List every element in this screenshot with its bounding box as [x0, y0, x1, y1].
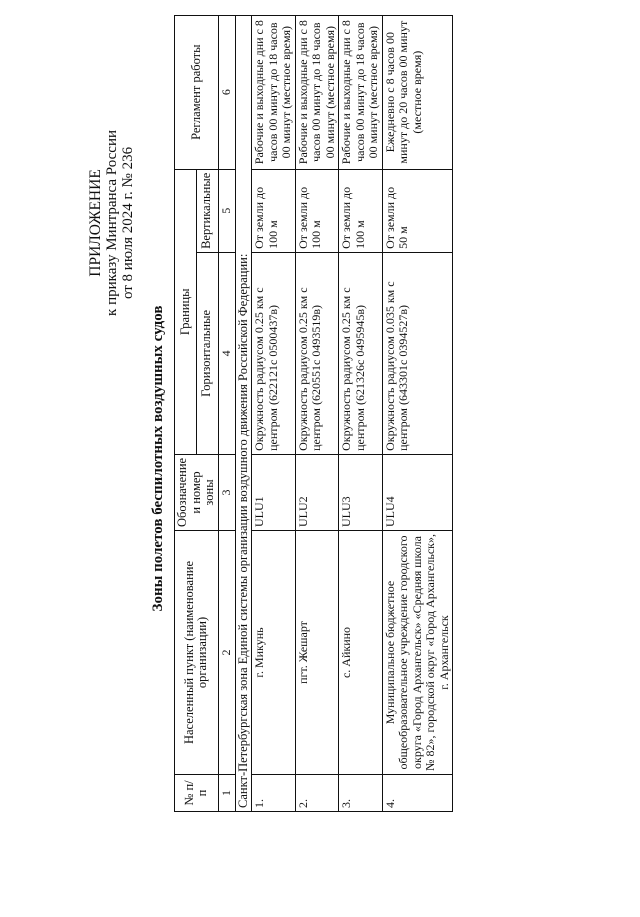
appendix-block	[88, 130, 136, 316]
row-horizontal: Окружность радиусом 0.25 км с центром (621326с 0495945в)	[339, 252, 383, 454]
appendix-line-2: от 8 июля 2024 г. № 236	[120, 146, 136, 300]
row-num: 3.	[339, 775, 383, 812]
row-vertical: От земли до 100 м	[339, 169, 383, 252]
column-number: 5	[218, 169, 235, 252]
row-place: пгт. Жешарт	[295, 531, 339, 775]
column-number: 1	[218, 775, 235, 812]
row-zone: ULU1	[252, 454, 296, 530]
header-zone: Обозначение и номер зоны	[175, 454, 219, 530]
column-number-row	[218, 15, 235, 811]
appendix-title: ПРИЛОЖЕНИЕ	[87, 169, 104, 277]
table-row	[382, 15, 453, 811]
row-num: 4.	[382, 775, 453, 812]
row-horizontal: Окружность радиусом 0.25 км с центром (620551с 0493519в)	[295, 252, 339, 454]
header-horizontal: Горизонтальные	[196, 252, 218, 454]
header-row-1	[175, 15, 197, 811]
column-number: 3	[218, 454, 235, 530]
column-number: 6	[218, 15, 235, 169]
row-place: с. Айкино	[339, 531, 383, 775]
header-num: № п/п	[175, 775, 219, 812]
row-num: 1.	[252, 775, 296, 812]
row-zone: ULU4	[382, 454, 453, 530]
row-num: 2.	[295, 775, 339, 812]
row-horizontal: Окружность радиусом 0.035 км с центром (643301с 0394527в)	[382, 252, 453, 454]
header-vertical: Вертикальные	[196, 169, 218, 252]
table-row	[252, 15, 296, 811]
row-schedule: Рабочие и выходные дни с 8 часов 00 минут до 18 часов 00 минут (местное время)	[252, 15, 296, 169]
zones-table	[174, 15, 453, 812]
section-title: Санкт-Петербургская зона Единой системы организации воздушного движения Российской Федерации:	[235, 15, 252, 811]
row-horizontal: Окружность радиусом 0.25 км с центром (622121с 0500437в)	[252, 252, 296, 454]
row-schedule: Рабочие и выходные дни с 8 часов 00 минут до 18 часов 00 минут (местное время)	[339, 15, 383, 169]
table-row	[295, 15, 339, 811]
row-zone: ULU2	[295, 454, 339, 530]
row-schedule: Рабочие и выходные дни с 8 часов 00 минут до 18 часов 00 минут (местное время)	[295, 15, 339, 169]
row-place: г. Микунь	[252, 531, 296, 775]
section-row	[235, 15, 252, 811]
table-row	[339, 15, 383, 811]
row-place: Муниципальное бюджетное общеобразовательное учреждение городского округа «Город Архангельск» «Средняя школа № 82», городской округ «Город Архангельск», г. Архангельск	[382, 531, 453, 775]
header-schedule: Регламент работы	[175, 15, 219, 169]
row-vertical: От земли до 100 м	[252, 169, 296, 252]
column-number: 4	[218, 252, 235, 454]
document-title: Зоны полетов беспилотных воздушных судов	[150, 305, 166, 612]
column-number: 2	[218, 531, 235, 775]
appendix-line-1: к приказу Минтранса России	[104, 130, 120, 316]
header-place: Населенный пункт (наименование организации)	[175, 531, 219, 775]
row-schedule: Ежедневно с 8 часов 00 минут до 20 часов 00 минут (местное время)	[382, 15, 453, 169]
header-bounds: Границы	[175, 169, 197, 454]
row-vertical: От земли до 100 м	[295, 169, 339, 252]
row-zone: ULU3	[339, 454, 383, 530]
row-vertical: От земли до 50 м	[382, 169, 453, 252]
